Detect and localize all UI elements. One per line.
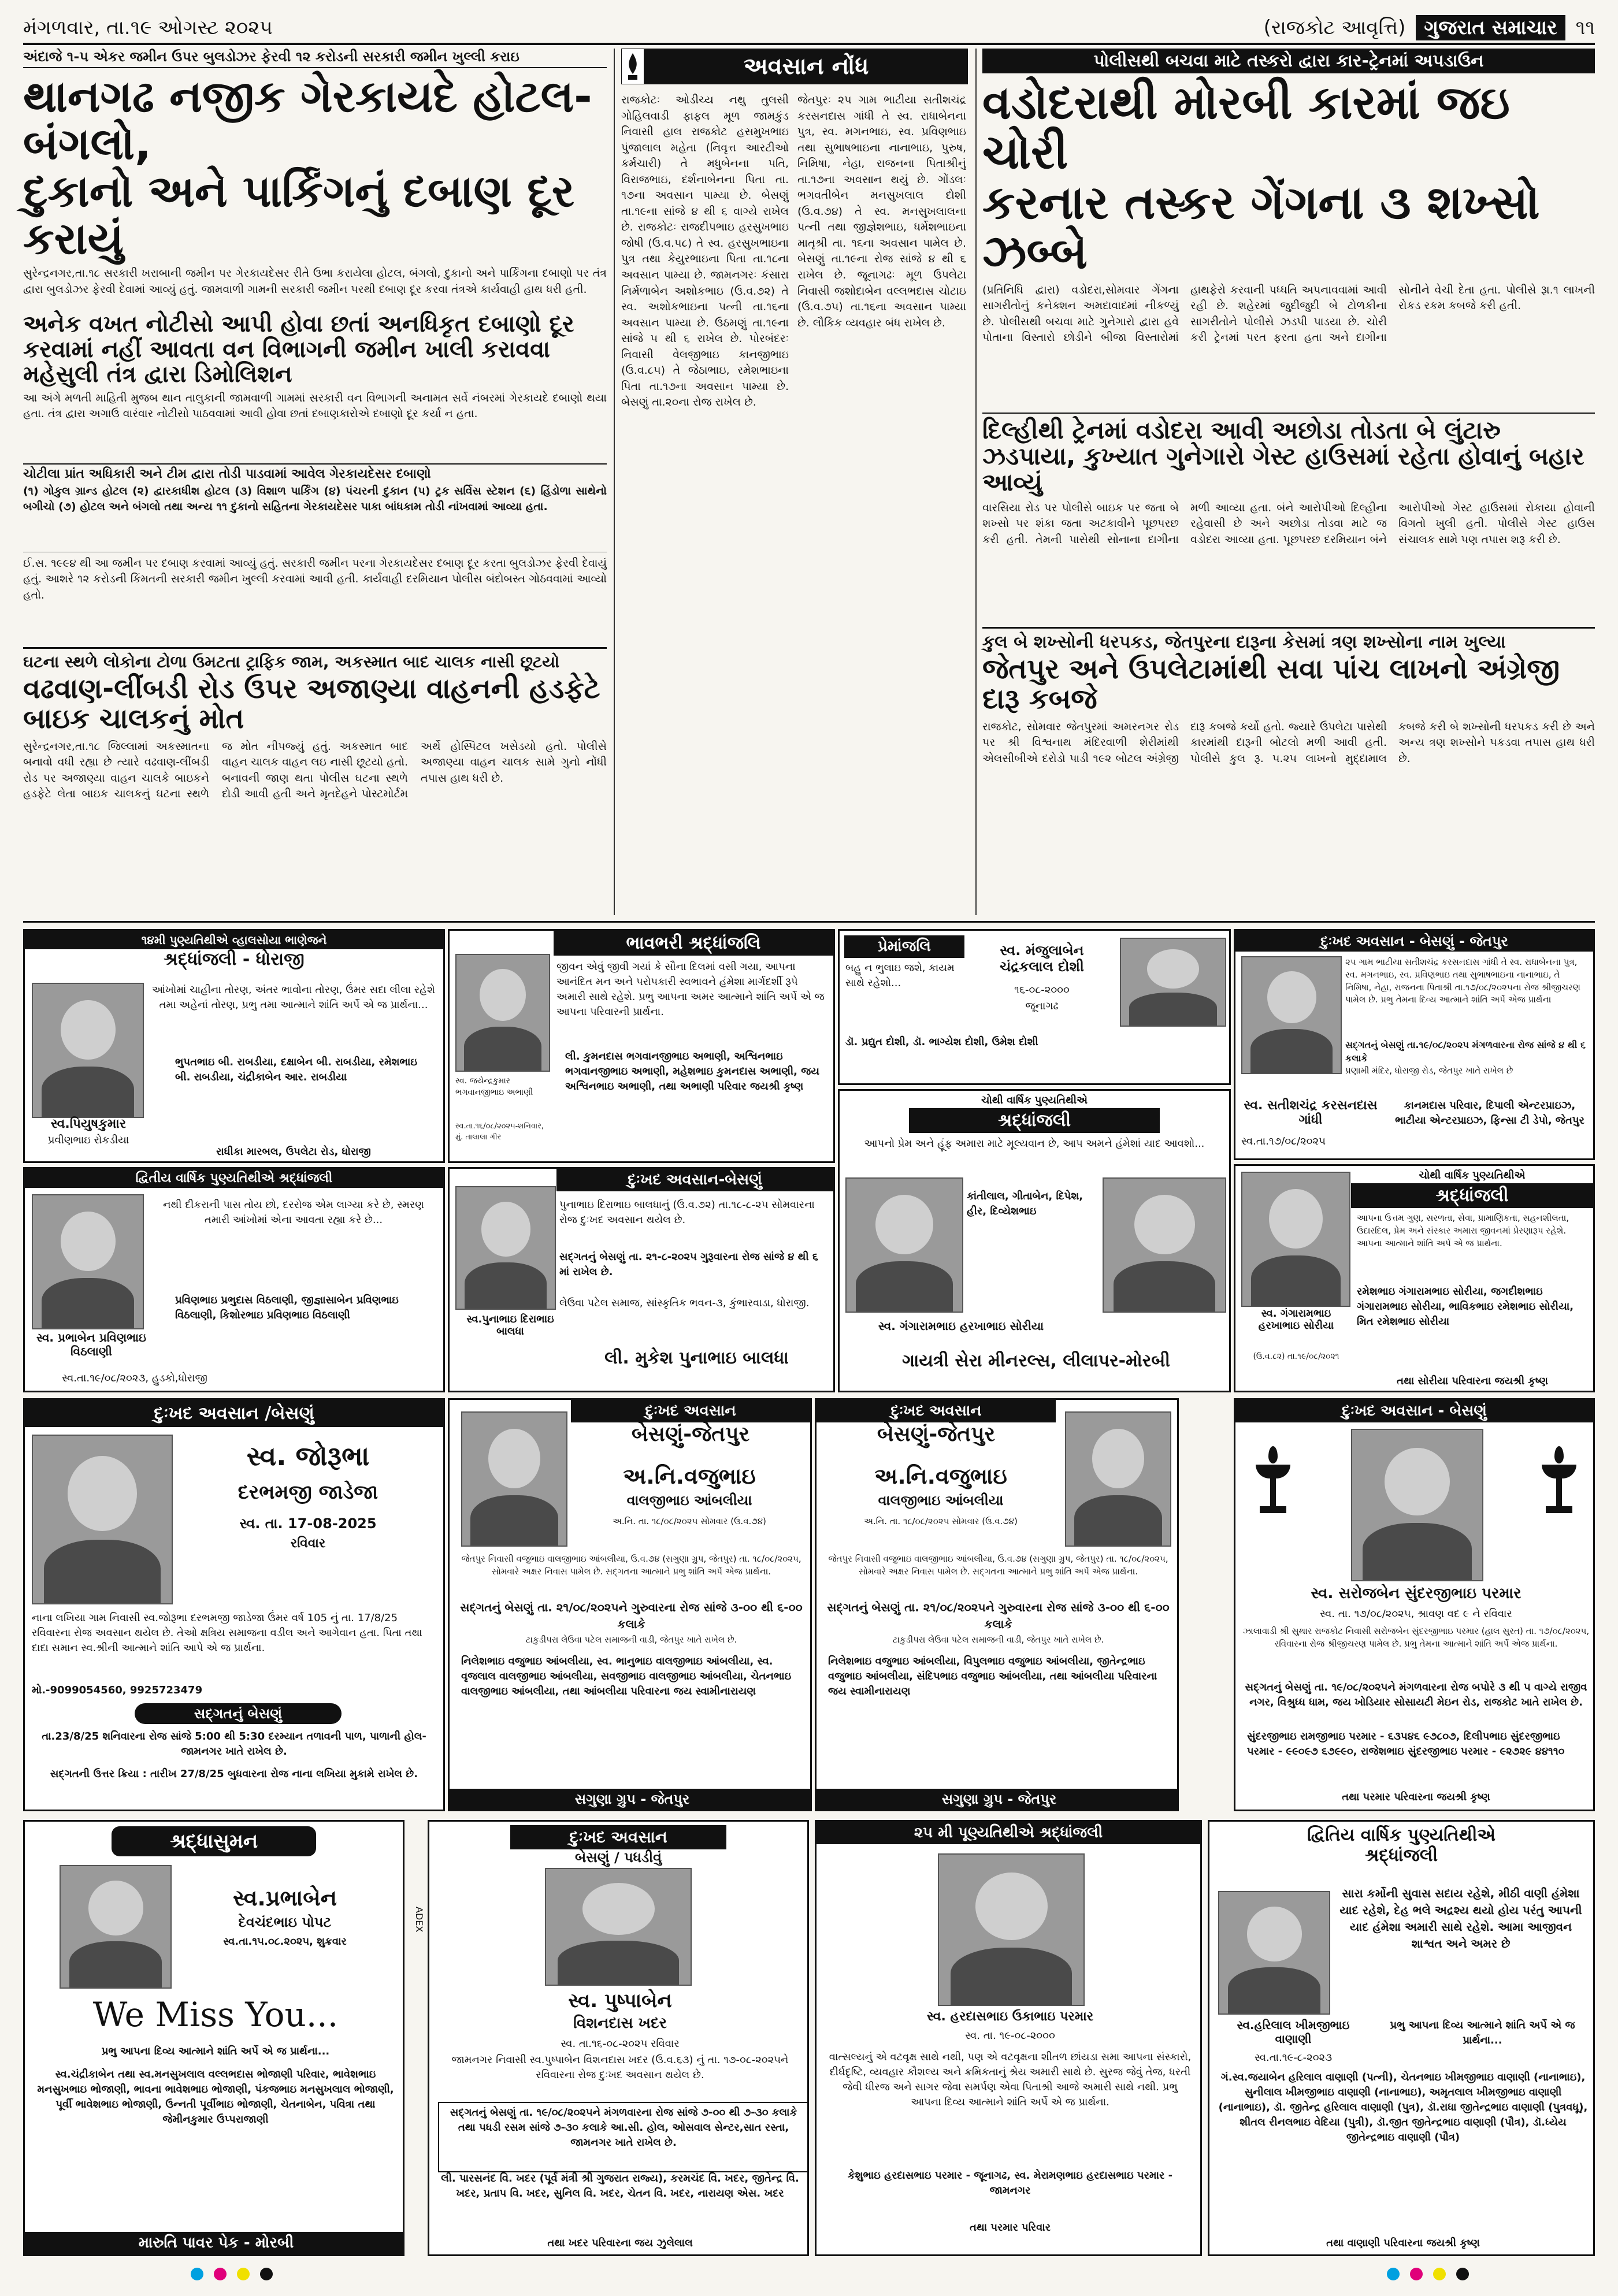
story3-body: (પ્રતિનિધિ દ્વારા) વડોદરા,સોમવાર ગેંગના સાગરીતોનું કનેક્શન અમદાવાદમાં નીકળ્યું છે. પોલીસથી બચવા માટે ગુનેગારો દ્વારા હવે પોતાના વિસ્તારો છોડીને બીજા વિસ્તારોમાં હાથફેરો કરવાની પધ્ધતિ અપનાવવામાં આવી રહી છે. શહેરમાં જુદીજુદી બે ટોળકીના સાગરીતોને પોલીસે ઝડપી પાડયા છે. ચોરી કરી ટ્રેનમાં પરત ફરતા હતા અને દાગીના સોનીને વેચી દેતા હતા. પોલીસે રૂા.૧ લાખની રોકડ રકમ કબજે કરી હતી. — [982, 283, 1595, 344]
story-accident — [23, 647, 607, 919]
portrait-photo — [455, 1186, 556, 1310]
a4-name: સ્વ. સતીશચંદ્ર કરસનદાસ ગાંધી — [1244, 1098, 1378, 1127]
a14-besnu: સદ્ગતનું બેસણું તા. ૧૯/૦૮/૨૦૨૫ને મંગળવારના રોજ સાંજે ૭-૦૦ થી ૭-૩૦ કલાકે તથા પધડી રસમ સાંજે ૭-૩૦ કલાકે આ.સી. હોલ, ઓસવાલ સેન્ટર,સાત રસ્તા, જામનગર ખાતે રાખેલ છે. — [438, 2102, 809, 2172]
a6-address: લેઉવા પટેલ સમાજ, સાંસ્કૃતિક ભવન-૩, કુંભારવાડા, ધોરાજી. — [559, 1297, 810, 1309]
story-liquor — [982, 627, 1595, 855]
ad-sarojben — [1234, 1398, 1595, 1811]
a4-body: ૨૫ ગામ ભાટીયા સતીશચંદ્ર કરસનદાસ ગાંધી તે સ્વ. રાધાબેનના પુત્ર, સ્વ. મગનભાઇ, સ્વ. પ્રવિણભાઇ તથા સુભાષભાઇના નાનાભાઇ, તે નિમિષા, નેહા, રાજનના પિતાશ્રી તા.૧૭/૦૮/૨૦૨૫ના રોજ શ્રીજીચરણ પામેલ છે. પ્રભુ તેમના દિવ્ય આત્માને શાંતિ અર્પે એજ પ્રાર્થના — [1345, 957, 1580, 1005]
ad-dvitiya-prabhaben — [23, 1167, 445, 1392]
a11-besnu: સદ્ગતનું બેસણું તા. ૨૧/૦૮/૨૦૨૫ને ગુરુવારના રોજ સાંજે ૩-૦૦ થી ૬-૦૦ કલાકે — [827, 1600, 1170, 1631]
a3-name: સ્વ. મંજુલાબેન ચંદ્રકલાલ દોશી — [1000, 942, 1084, 975]
a1-name: સ્વ.પિયુષકુમાર — [50, 1117, 127, 1131]
story1-subhead-2: ચોટીલા પ્રાંત અધિકારી અને ટીમ દ્વારા તોડી પાડવામાં આવેલ ગેરકાયદેસર દબાણો — [23, 463, 607, 481]
a2-title: ભાવભરી શ્રદ્ધાંજલિ — [554, 931, 833, 956]
a16-title: દ્વિતિય વાર્ષિક પુણ્યતિથીએ — [1307, 1825, 1496, 1845]
story3-subhead: દિલ્હીથી ટ્રેનમાં વડોદરા આવી અછોડા તોડતા બે લુંટારુ ઝડપાયા, કુખ્યાત ગુનેગારો ગેસ્ટ હાઉસમાં રહેતા હોવાનું બહાર આવ્યું — [982, 413, 1595, 496]
a4-date: સ્વ.તા.૧૭/૦૮/૨૦૨૫ — [1241, 1135, 1326, 1147]
story-thieves — [982, 49, 1595, 626]
a10-besnu: સદ્ગતનું બેસણું તા. ૨૧/૦૮/૨૦૨૫ને ગુરુવારના રોજ સાંજે ૩-૦૦ થી ૬-૦૦ કલાકે — [460, 1600, 803, 1631]
a13-sub: દેવચંદભાઇ પોપટ — [238, 1914, 332, 1930]
story3-headline-1: વડોદરાથી મોરબી કારમાં જઇ ચોરી — [982, 76, 1510, 180]
a2-family: લી. કુમનદાસ ભગવાનજીભાઇ અભાણી, અશ્વિનભાઇ ભગવાનજીભાઇ અભાણી, મહેશભાઇ કુમનદાસ અભાણી, જય અશ્વિનભાઇ અભાણી, તથા અભાણી પરિવાર જયશ્રી કૃષ્ણ — [565, 1050, 820, 1093]
story1-lead: સુરેન્દ્રનગર,તા.૧૮ સરકારી ખરાબાની જમીન પર ગેરકાયદેસર રીતે ઉભા કરાયેલા હોટલ, બંગલો, દુકાનો અને પાર્કિંગના દબાણો પર તંત્ર દ્વારા બુલડોઝર ફેરવી દેવામાં આવ્યું હતું. જામવાળી ગામની સરકારી જમીન પરથી દબાણ દૂર કરવા તંત્રએ કાર્યવાહી હાથ ધરી હતી. — [23, 267, 607, 296]
a10-footer: સગુણા ગ્રુપ - જેતપુર — [450, 1789, 812, 1810]
a11-date: અ.નિ. તા. ૧૮/૦૮/૨૦૨૫ સોમવાર (ઉ.વ.૭૪) — [864, 1516, 1018, 1526]
a6-family: લી. મુકેશ પુનાભાઇ બાલધા — [604, 1348, 789, 1368]
a10-sub: વાલજીભાઇ આંબલીયા — [626, 1492, 752, 1509]
registration-mark — [237, 2268, 250, 2280]
a13-title: શ્રદ્ધાસુમન — [112, 1826, 316, 1856]
a8-date: (ઉ.વ.૮૨) તા.૧૯/૦૮/૨૦૨૧ — [1253, 1352, 1339, 1361]
a10-body: જેતપુર નિવાસી વજુભાઇ વાલજીભાઇ આંબલીયા, ઉ.વ.૭૪ (સગુણા ગ્રુપ, જેતપુર) તા. ૧૮/૦૮/૨૦૨૫, સોમવારે અક્ષર નિવાસ પામેલ છે. સદ્ગતના આત્માને પ્રભુ શાંતિ અર્પે એજ પ્રાર્થના. — [461, 1554, 801, 1577]
a1-title: શ્રદ્ધાંજલી - ધોરાજી — [164, 949, 305, 969]
a9-sub: દરભમજી જાડેજા — [237, 1481, 378, 1504]
a15-title: ૨૫ મી પૂણ્યતિથીએ શ્રદ્ધાંજલી — [817, 1822, 1200, 1844]
a4-besnu: સદ્ગતનું બેસણું તા.૧૯/૦૮/૨૦૨૫ મંગળવારના રોજ સાંજે ૪ થી ૬ કલાકે — [1345, 1039, 1586, 1064]
a2-name: સ્વ. જયેન્દ્રકુમાર ભગવાનજીભાઇ અભાણી — [455, 1076, 533, 1098]
ad-harilal — [1208, 1820, 1595, 2256]
a3-title: પ્રેમાંજલિ — [844, 935, 964, 958]
a3-family: ડૉ. પ્રદ્યુત દોશી, ડૉ. ભાગ્યેશ દોશી, ઉમેશ દોશી — [845, 1036, 1038, 1048]
a10-name: અ.નિ.વજુભાઇ — [623, 1463, 756, 1489]
a4-address: પ્રણામી મંદિર, ધોરાજી રોડ, જેતપુર ખાતે રાખેલ છે — [1345, 1065, 1513, 1076]
portrait-photo — [1241, 1172, 1350, 1307]
a16-verse: સારા કર્મોની સુવાસ સદાય રહેશે, મીઠી વાણી હંમેશા યાદ રહેશે, દેહ ભલે અદ્રશ્ય થયો હોય પરંતુ આપની યાદ હંમેશા અમારી સાથે રહેશે. આમા આજીવન શાશ્વત અને અમર છે — [1339, 1886, 1582, 1951]
story2-body: સુરેન્દ્રનગર,તા.૧૮ જિલ્લામાં અકસ્માતના બનાવો વધી રહ્યા છે ત્યારે વઢવાણ-લીંબડી રોડ પર અજાણ્યા વાહન ચાલકે બાઇકને હડફેટે લેતા બાઇક ચાલકનું ઘટના સ્થળે જ મોત નીપજ્યું હતું. અકસ્માત બાદ વાહન ચાલક વાહન લઇ નાસી છૂટયો હતો. બનાવની જાણ થતા પોલીસ ઘટના સ્થળે દોડી આવી હતી અને મૃતદેહને પોસ્ટમોર્ટમ અર્થે હોસ્પિટલ ખસેડયો હતો. પોલીસે અજાણ્યા વાહન ચાલક સામે ગુનો નોંધી તપાસ હાથ ધરી છે. — [23, 740, 607, 801]
masthead-brand: ગુજરાત સમાચાર — [1416, 15, 1565, 40]
registration-mark — [214, 2268, 227, 2280]
avsan-col-1: રાજકોટઃ ઓડીચ્ય નથુ તુલસી ગોહિલવાડી ફાફલ મૂળ જામકુંડ નિવાસી હાલ રાજકોટ હસમુખભાઇ પુંજાલાલ મહેતા (નિવૃત્ત આરટીઓ કર્મચારી) તે મધુબેનના પતિ, વિરાજભાઇ, દર્શનાબેનના પિતા તા. ૧૭ના અવસાન પામ્યા છે. બેસણું તા.૧૯ના સાંજે ૪ થી ૬ વાગ્યે રાખેલ છે. રાજકોટઃ રાજદીપભાઇ હરસુખભાઇ જોષી (ઉ.વ.૫૮) તે સ્વ. હરસુખભાઇના પુત્ર તથા કેયુરભાઇના પિતા તા.૧૮ના અવસાન પામ્યા છે. જામનગરઃ કંસારા નિર્મળાબેન અશોકભાઇ (ઉ.વ.૭૨) તે સ્વ. અશોકભાઇના પત્ની તા.૧૬ના અવસાન પામ્યા છે. ઉઠમણું તા.૧૯ના સાંજે ૫ થી ૬ રાખેલ છે. પોરબંદરઃ નિવાસી વેલજીભાઇ કાનજીભાઇ (ઉ.વ.૮૫) તે જેઠાભાઇ, રમેશભાઇના પિતા તા.૧૭ના અવસાન પામ્યા છે. બેસણું તા.૨૦ના રોજ રાખેલ છે. — [621, 94, 789, 409]
a13-name: સ્વ.પ્રભાબેન — [232, 1885, 337, 1911]
a12-family: સુંદરજીભાઇ રામજીભાઇ પરમાર - ૬૩૫૪૬ ૯૭૮૦૭, દિલીપભાઇ સુંદરજીભાઇ પરમાર - ૯૯૦૯૭ ૬૭૯૯૦, રાજેશભાઇ સુંદરજીભાઇ પરમાર - ૯૨૭૨૯ ૪૪૧૧૦ — [1247, 1730, 1565, 1758]
a12-name: સ્વ. સરોજબેન સુંદરજીભાઇ પરમાર — [1311, 1585, 1521, 1602]
ad-shraddhanjali-dhoraji — [23, 929, 445, 1163]
a13-date: સ્વ.તા.૧૫.૦૮.૨૦૨૫, શુક્રવાર — [223, 1935, 347, 1948]
a14-sub: વિશનદાસ ખદર — [573, 2015, 667, 2032]
page-number: ૧૧ — [1575, 16, 1595, 39]
portrait-photo — [32, 983, 144, 1118]
a14-sub-title: બેસણું / પધડીવું — [574, 1849, 662, 1866]
story1-body-2: ઈ.સ. ૧૯૯૪ થી આ જમીન પર દબાણ કરવામાં આવ્યું હતું. સરકારી જમીન પરના ગેરકાયદેસર દબાણ દૂર કરતા બુલડોઝર ફેરવી દેવાયું હતું. આશરે ૧૨ કરોડની કિંમતની સરકારી જમીન ખુલ્લી કરવામાં આવી હતી. કાર્યવાહી દરમિયાન પોલીસ બંદોબસ્ત ગોઠવવામાં આવ્યો હતો. — [23, 552, 607, 642]
story3-kicker: પોલીસથી બચવા માટે તસ્કરો દ્વારા કાર-ટ્રેનમાં અપડાઉન — [982, 49, 1595, 73]
a16-family: ગં.સ્વ.જયાબેન હરિલાલ વાણાણી (પત્ની), ચેતનભાઇ ખીમજીભાઇ વાણાણી (નાનાભાઇ), સુનીલાલ ખીમજીભાઇ વાણાણી (નાનાભાઇ), અમૃતલાલ ખીમજીભાઇ વાણાણી (નાનાભાઇ), ડૉ. જીતેન્દ્ર હરિલાલ વાણાણી (પુત્ર), ડૉ.રાધા જીતેન્દ્રભાઇ વાણાણી (પુત્રવધૂ), શીતલ રીનલભાઇ વેદિયા (પુત્રી), ડૉ.જીત જીતેન્દ્રભાઇ વાણાણી (પૌત્ર), ડૉ.ધ્યેય જીતેન્દ્રભાઇ વાણાણી (પૌત્ર) — [1218, 2071, 1588, 2144]
a9-uttar: સદ્ગતની ઉત્તર ક્રિયા : તારીખ 27/8/25 બુધવારના રોજ નાના લખિયા મુકામે રાખેલ છે. — [50, 1768, 418, 1780]
a15-footer: તથા પરમાર પરિવાર — [969, 2221, 1051, 2234]
a14-date: સ્વ. તા.૧૬-૦૮-૨૦૨૫ રવિવાર — [561, 2038, 680, 2050]
a12-body: ઝાલાવાડી શ્રી સુથાર રાજકોટ નિવાસી સરોજબેન સુંદરજીભાઇ પરમાર (હાલ સુરત) તા. ૧૭/૦૮/૨૦૨૫, રવિવારના રોજ શ્રીજીચરણ પામેલ છે. પ્રભુ તેમના આત્માને શાંતિ અર્પે એજ પ્રાર્થના. — [1242, 1626, 1590, 1649]
a7-footer: ગાયત્રી સેરા મીનરલ્સ, લીલાપર-મોરબી — [902, 1351, 1170, 1371]
a8-header: ચોથી વાર્ષિક પુણ્યતિથીએ — [1419, 1169, 1526, 1182]
portrait-photo — [1065, 1411, 1171, 1547]
a5-name: સ્વ. પ્રભાબેન પ્રવિણભાઇ વિઠલાણી — [36, 1331, 146, 1358]
a12-date: સ્વ. તા. ૧૭/૦૮/૨૦૨૫, શ્રાવણ વદ ૯ ને રવિવાર — [1320, 1608, 1512, 1620]
a3-verse: બહુ ન ભુલાઇ જશે, કાયમ સાથે રહેશો... — [845, 962, 955, 990]
registration-mark — [1456, 2268, 1469, 2280]
avsan-column — [621, 49, 968, 915]
a9-contact: મો.-9099054560, 9925723479 — [32, 1684, 203, 1696]
a4-family: કાનમદાસ પરિવાર, દિપાલી એન્ટરપ્રાઇઝ, ભાટીયા એન્ટરપ્રાઇઝ, ફિન્સા ટી ડેપો, જેતપુર — [1395, 1099, 1584, 1127]
story3-headline-2: કરનાર તસ્કર ગેંગના ૩ શખ્સો ઝબ્બે — [982, 175, 1540, 280]
avsan-col-2: જેતપુરઃ ૨૫ ગામ ભાટીયા સતીશચંદ્ર કરસનદાસ ગાંધી તે સ્વ. રાધાબેનના પુત્ર, સ્વ. મગનભાઇ, સ્વ. પ્રવિણભાઇ તથા સુભાષભાઇના નાનાભાઇ, પુરુષ, નિમિષા, નેહા, રાજનના પિતાશ્રીનું તા.૧૭ના અવસાન થયું છે. ગોંડલઃ ભગવતીબેન મનસુખલાલ દોશી (ઉ.વ.૭૪) તે સ્વ. મનસુખલાલના પત્ની તથા જીજ્ઞેશભાઇ, ધર્મેશભાઇના માતૃશ્રી તા. ૧૬ના અવસાન પામેલ છે. બેસણું તા.૧૯ના રોજ સાંજે ૪ થી ૬ રાખેલ છે. જૂનાગઢઃ મૂળ ઉપલેટા નિવાસી જશોદાબેન વલ્લભદાસ ચોટાઇ (ઉ.વ.૭૫) તા.૧૬ના અવસાન પામ્યા છે. લૌકિક વ્યવહાર બંધ રાખેલ છે. — [797, 94, 966, 329]
a15-body: વાત્સલ્યનું એ વટવૃક્ષ સાથે નથી, પણ એ વટવૃક્ષના શીતળ છાંયડા સમા આપના સંસ્કારો, દીર્ઘદૃષ્ટિ, વ્યવહાર કૌશલ્ય અને ક્રમિકતાનું શ્રેય અમારી સાથે છે. સુરજ જેવું તેજ, ધરતી જેવી ધીરજ અને સાગર જેવા સમર્પણ એવા પિતાશ્રી આજે અમારી સાથે નથી. પ્રભુ આપના દિવ્ય આત્માને શાંતિ અર્પે એ જ પ્રાર્થના. — [829, 2051, 1192, 2109]
story2-headline: વઢવાણ-લીંબડી રોડ ઉપર અજાણ્યા વાહનની હડફેટે બાઇક ચાલકનું મોત — [23, 673, 600, 735]
ad-hardasbhai — [815, 1820, 1202, 2256]
a5-title: દ્વિતીય વાર્ષિક પુણ્યતિથીએ શ્રદ્ધાંજલી — [25, 1169, 443, 1188]
a15-family: કેશુભાઇ હરદાસભાઇ પરમાર - જૂનાગઢ, સ્વ. મેરામણભાઇ હરદાસભાઇ પરમાર - જામનગર — [847, 2169, 1173, 2197]
ad-vajubhai-1 — [448, 1398, 812, 1811]
a6-besnu: સદ્ગતનું બેસણું તા. ૨૧-૮-૨૦૨૫ ગુરૂવારના રોજ સાંજે ૪ થી ૬ માં રાખેલ છે. — [559, 1251, 818, 1279]
portrait-photo — [545, 1868, 692, 1986]
avsan-title: અવસાન નોંધ — [644, 49, 968, 84]
ad-chothi-gangarambhai — [838, 1089, 1231, 1392]
ad-vajubhai-2 — [815, 1398, 1179, 1811]
issue-date: મંગળવાર, તા.૧૯ ઓગસ્ટ ૨૦૨૫ — [23, 16, 273, 39]
a10-address: ટાકુડીપરા લેઉવા પટેલ સમાજની વાડી, જેતપુર ખાતે રાખેલ છે. — [525, 1634, 737, 1645]
registration-mark — [1433, 2268, 1446, 2280]
ad-bhavbhari — [448, 929, 835, 1163]
a12-footer: તથા પરમાર પરિવારના જયશ્રી કૃષ્ણ — [1342, 1791, 1490, 1803]
story4-headline: જેતપુર અને ઉપલેટામાંથી સવા પાંચ લાખનો અંગ્રેજી દારૂ કબજે — [982, 653, 1560, 715]
a10-title: દુઃખદ અવસાન — [571, 1400, 810, 1422]
edition-label: (રાજકોટ આવૃત્તિ) — [1263, 16, 1406, 39]
a3-place: જૂનાગઢ — [1025, 1000, 1059, 1012]
ad-dukhad-punabhai — [448, 1167, 835, 1392]
a14-footer: તથા ખદર પરિવારના જય ઝુલેલાલ — [547, 2236, 693, 2249]
a8-verse: આપના ઉત્તમ ગુણ, સરળતા, સેવા, પ્રામાણિકતા, સહનશીલતા, ઉદારદિલ, પ્રેમ અને સંસ્કાર અમારા જીવનમાં પ્રેરણારૂપ રહેશે. આપના આત્માને શાંતિ અર્પે એ જ પ્રાર્થના. — [1357, 1213, 1569, 1249]
a16-name: સ્વ.હરિલાલ ખીમજીભાઇ વાણાણી — [1237, 2018, 1350, 2046]
a9-name: સ્વ. જોરૂભા — [246, 1440, 370, 1472]
portrait-photo — [1120, 938, 1226, 1027]
a8-family: રમેશભાઇ ગંગારામભાઇ સોરીયા, જગદીશભાઇ ગંગારામભાઇ સોરીયા, ભાવિકભાઇ રમેશભાઇ સોરીયા, મિત રમેશભાઇ સોરીયા — [1357, 1286, 1574, 1328]
story1-subhead: અનેક વખત નોટીસો આપી હોવા છતાં અનધિકૃત દબાણો દૂર કરવામાં નહીં આવતા વન વિભાગની જમીન ખાલી કરાવવા મહેસુલી તંત્ર દ્વારા ડિમોલિશન — [23, 311, 574, 388]
portrait-photo — [938, 1853, 1085, 2006]
a9-body: નાના લખિયા ગામ નિવાસી સ્વ.જોરૂભા દરભમજી જાડેજા ઉંમર વર્ષ 105 નું તા. 17/8/25 રવિવારના રોજ અવસાન થયેલ છે. તેઓ ક્ષત્રિય સમાજના વડીલ અને આગેવાન હતા. પિતા તથા દાદા સમાન સ્વ.શ્રીની આત્માને શાંતિ આપે એ જ પ્રાર્થના. — [32, 1612, 422, 1655]
a6-name: સ્વ.પુનાભાઇ દિરાભાઇ બાલધા — [466, 1313, 554, 1338]
ad-dukhad-jetpur — [1234, 929, 1595, 1160]
a16-sub-title: શ્રદ્ધાંજલી — [1364, 1845, 1438, 1866]
story-demolition — [23, 49, 607, 647]
portrait-photo — [60, 1865, 172, 1989]
a7-title: શ્રદ્ધાંજલી — [909, 1108, 1160, 1133]
a9-day: રવિવાર — [290, 1536, 326, 1551]
a8-title: શ્રદ્ધાંજલી — [1351, 1183, 1593, 1208]
story4-kicker: કુલ બે શખ્સોની ધરપકડ, જેતપુરના દારૂના કેસમાં ત્રણ શખ્સોના નામ ખુલ્યા — [982, 632, 1506, 652]
ad-premanjali — [838, 929, 1231, 1085]
a7-family: કાંતીલાલ, ગીતાબેન, દિપેશ, હીર, દિવ્યેશભાઇ — [967, 1190, 1083, 1218]
a7-name: સ્વ. ગંગારામભાઇ હરખાભાઇ સોરીયા — [878, 1319, 1044, 1333]
a11-sub: વાલજીભાઇ આંબલીયા — [878, 1492, 1004, 1509]
a10-date: અ.નિ. તા. ૧૮/૦૮/૨૦૨૫ સોમવાર (ઉ.વ.૭૪) — [613, 1516, 766, 1526]
portrait-photo — [845, 1177, 963, 1313]
a16-footer: તથા વાણાણી પરિવારના જયશ્રી કૃષ્ણ — [1326, 2236, 1480, 2249]
portrait-photo — [32, 1194, 144, 1329]
a1-family: ભુપતભાઇ બી. રાબડીયા, દક્ષાબેન બી. રાબડીયા, રમેશભાઇ બી. રાબડીયા, ચંદ્રીકાબેન આર. રાબડીયા — [175, 1056, 417, 1084]
story2-kicker: ઘટના સ્થળે લોકોના ટોળા ઉમટતા ટ્રાફિક જામ, અકસ્માત બાદ ચાલક નાસી છૂટયો — [23, 652, 560, 671]
a11-address: ટાકુડીપરા લેઉવા પટેલ સમાજની વાડી, જેતપુર ખાતે રાખેલ છે. — [892, 1634, 1104, 1645]
story1-headline-2: દુકાનો અને પાર્કિંગનું દબાણ દૂર કરાયું — [23, 165, 575, 265]
a6-body: પુનાભાઇ દિરાભાઇ બાલધાનું (ઉ.વ.૭૨) તા.૧૮-૮-૨૫ સોમવારના રોજ દુઃખદ અવસાન થયેલ છે. — [559, 1199, 815, 1227]
a8-footer: તથા સોરીયા પરિવારના જયશ્રી કૃષ્ણ — [1397, 1375, 1548, 1387]
ad-pushpaben — [428, 1820, 809, 2256]
ad-shraddhanjali-soriya — [1234, 1164, 1595, 1392]
portrait-photo — [1241, 956, 1342, 1074]
a8-name: સ્વ. ગંગારામભાઇ હરખાભાઇ સોરીયા — [1258, 1307, 1334, 1332]
a4-title: દુઃખદ અવસાન - બેસણું - જેતપુર — [1235, 931, 1593, 952]
a11-footer: સગુણા ગ્રુપ - જેતપુર — [817, 1789, 1179, 1810]
a9-besnu-title: સદ્ગતનું બેસણું — [135, 1703, 342, 1724]
a11-body: જેતપુર નિવાસી વજુભાઇ વાલજીભાઇ આંબલીયા, ઉ.વ.૭૪ (સગુણા ગ્રુપ, જેતપુર) તા. ૧૮/૦૮/૨૦૨૫, સોમવારે અક્ષર નિવાસ પામેલ છે. સદ્ગતના આત્માને પ્રભુ શાંતિ અર્પે એજ પ્રાર્થના. — [828, 1554, 1168, 1577]
a1-header: ૧૪મી પુણ્યતિથીએ વ્હાલસોયા ભાણેજને — [25, 931, 443, 949]
diya-icon — [1539, 1446, 1579, 1515]
ad-shraddhasuman — [23, 1820, 404, 2256]
a13-miss: We Miss You... — [92, 1995, 339, 2034]
diya-icon — [1253, 1446, 1293, 1515]
a15-name: સ્વ. હરદાસભાઇ ઉકાભાઇ પરમાર — [926, 2009, 1094, 2024]
portrait-photo — [32, 1435, 173, 1604]
portrait-photo — [1218, 1891, 1330, 2015]
a7-header: ચોથી વાર્ષિક પુણ્યતિથીએ — [981, 1094, 1088, 1106]
story4-body: રાજકોટ, સોમવાર જેતપુરમાં અમરનગર રોડ પર શ્રી વિશ્વનાથ મંદિરવાળી શેરીમાંથી એલસીબીએ દરોડો પાડી ૧૯૨ બોટલ અંગ્રેજી દારૂ કબજે કર્યો હતો. જ્યારે ઉપલેટા પાસેથી કારમાંથી દારૂની બોટલો મળી આવી હતી. પોલીસે કુલ રૂ. ૫.૨૫ લાખનો મુદ્દામાલ કબજે કરી બે શખ્સોની ધરપકડ કરી છે અને અન્ય ત્રણ શખ્સોને પકડવા તપાસ હાથ ધરી છે. — [982, 720, 1595, 765]
portrait-photo — [455, 954, 550, 1072]
a16-date: સ્વ.તા.૧૯-૮-૨૦૨૩ — [1254, 2052, 1333, 2064]
a9-title: દુઃખદ અવસાન /બેસણું — [25, 1400, 443, 1427]
a10-family: નિલેશભાઇ વજુભાઇ આંબલીયા, સ્વ. ભાનુભાઇ વાલજીભાઇ આંબલીયા, સ્વ. વૃજલાલ વાલજીભાઇ આંબલીયા, સવજીભાઇ વાલજીભાઇ આંબલીયા, ચેતનભાઇ વાલજીભાઇ આંબલીયા, તથા આંબલીયા પરિવારના જય સ્વામીનારાયણ — [461, 1655, 792, 1698]
portrait-photo — [1351, 1429, 1483, 1581]
page-header — [23, 13, 1595, 45]
a5-family: પ્રવિણભાઇ પ્રભુદાસ વિઠલાણી, જીજ્ઞાસાબેન પ્રવિણભાઇ વિઠલાણી, કિશોરભાઇ પ્રવિણભાઇ વિઠલાણી — [175, 1294, 399, 1322]
a14-name: સ્વ. પુષ્પાબેન — [568, 1989, 672, 2012]
a13-prayer: પ્રભુ આપના દિવ્ય આત્માને શાંતિ અર્પે એ જ પ્રાર્થના... — [101, 2045, 330, 2057]
a9-date: સ્વ. તા. 17-08-2025 — [239, 1515, 377, 1532]
registration-mark — [191, 2268, 203, 2280]
a1-sub: પ્રવીણભાઇ રોકડીયા — [47, 1134, 129, 1146]
ad-jorubha-jadeja — [23, 1398, 445, 1811]
a12-title: દુઃખદ અવસાન - બેસણું — [1235, 1400, 1593, 1422]
a14-body: જામનગર નિવાસી સ્વ.પુષ્પાબેન વિશનદાસ ખદર (ઉ.વ.૬૩) નું તા. ૧૭-૦૮-૨૦૨૫ને રવિવારના રોજ દુઃખદ અવસાન થયેલ છે. — [451, 2054, 789, 2082]
a14-title: દુઃખદ અવસાન — [510, 1825, 726, 1849]
a3-date: ૧૬-૦૮-૨૦૦૦ — [1014, 984, 1070, 996]
a12-besnu: સદ્ગતનું બેસણું તા. ૧૯/૦૮/૨૦૨૫ને મંગળવારના રોજ બપોરે ૩ થી ૫ વાગ્યે રાજીવ નગર, વિશ્રુધ્ધ ધામ, જય ખોડિયાર સોસાયટી મેઇન રોડ, રાજકોટ ખાતે રાખેલ છે. — [1245, 1681, 1587, 1709]
a5-date: સ્વ.તા.૧૯/૦૮/૨૦૨૩, હુડકો,ધોરાજી — [62, 1372, 207, 1384]
adex-label: ADEX — [414, 1907, 425, 1933]
a11-name: અ.નિ.વજુભાઇ — [874, 1463, 1007, 1489]
a16-prayer: પ્રભુ આપના દિવ્ય આત્માને શાંતિ અર્પે એ જ પ્રાર્થના... — [1390, 2019, 1575, 2047]
registration-mark — [260, 2268, 273, 2280]
story3-body-2: વારસિયા રોડ પર પોલીસે બાઇક પર જતા બે શખ્સો પર શંકા જતા અટકાવીને પૂછપરછ કરી હતી. તેમની પાસેથી સોનાના દાગીના મળી આવ્યા હતા. બંને આરોપીઓ દિલ્હીના રહેવાસી છે અને અછોડા તોડવા માટે જ વડોદરા આવ્યા હતા. પૂછપરછ દરમિયાન બંને આરોપીઓ ગેસ્ટ હાઉસમાં રોકાયા હોવાની વિગતો ખુલી હતી. પોલીસે ગેસ્ટ હાઉસ સંચાલક સામે પણ તપાસ શરૂ કરી છે. — [982, 501, 1595, 546]
a2-verse: જીવન એવું જીવી ગયાં કે સૌના દિલમાં વસી ગયા, આપના આનંદિત મન અને પરોપકારી સ્વભાવને હંમેશા માર્ગદર્શી રૂપે અમારી સાથે રહેશે. પ્રભુ આપના અમર આત્માને શાંતિ અર્પે એ જ આપના પરિવારની પ્રાર્થના. — [556, 961, 825, 1019]
a1-footer: રાધીકા મારબલ, ઉપલેટા રોડ, ધોરાજી — [216, 1146, 371, 1158]
a9-besnu: તા.23/8/25 શનિવારના રોજ સાંજે 5:00 થી 5:30 દરમ્યાન તળાવની પાળ, પાળાની હોલ-જામનગર ખાતે રાખેલ છે. — [42, 1730, 426, 1758]
portrait-photo — [461, 1411, 567, 1547]
a13-family: સ્વ.ચંદ્રીકાબેન તથા સ્વ.મનસુખલાલ વલ્લભદાસ ભોજાણી પરિવાર, ભાવેશભાઇ મનસુખભાઇ ભોજાણી, ભાવના ભાવેશભાઇ ભોજાણી, પંકજભાઇ મનસુખલાલ ભોજાણી, પૂર્વી ભાવેશભાઇ ભોજાણી, ઉન્નતી પૂર્વીભાઇ ભોજાણી, ચેતનાબેન, પવિત્રા તથા જેમીનકુમાર ઉપ્પરાજાણી — [37, 2068, 394, 2126]
a6-title: દુઃખદ અવસાન-બેસણું — [556, 1169, 833, 1191]
a5-verse: નથી દીકરાની પાસ તોય છો, દરરોજ એમ લાગ્યા કરે છે, સ્મરણ તમારી આંખોમાં એના આવતા રહ્યા કરે છે... — [163, 1199, 424, 1227]
a2-date: સ્વ.તા.૧૬/૦૮/૨૦૨૫-શનિવાર, મું. તાલાલા ગીર — [455, 1122, 544, 1142]
story1-list: (૧) ગોકુલ ગ્રાન્ડ હોટલ (૨) દ્વારકાધીશ હોટલ (૩) વિશાળ પાર્કિંગ (૪) પંચરની દુકાન (૫) ટ્રક સર્વિસ સ્ટેશન (૬) હિંડોળા સાથેનો બગીચો (૭) હોટલ અને બંગલો તથા અન્ય ૧૧ દુકાનો સહિતના ગેરકાયદેસર પાકા બાંધકામ તોડી નાંખવામાં આવ્યા હતા. — [23, 484, 607, 514]
a15-date: સ્વ. તા. ૧૯-૦૮-૨૦૦૦ — [965, 2030, 1055, 2042]
a11-title: દુઃખદ અવસાન — [817, 1400, 1056, 1422]
registration-mark — [1410, 2268, 1423, 2280]
a1-verse: આંખોમાં ચાહીના તોરણ, અંતર ભાવોના તોરણ, ઉંમર સદા લીલા રહેશે તમા અહેનાં તોરણ, પ્રભુ તમા આત્માને શાંતિ અર્પે એ જ પ્રાર્થના... — [152, 984, 435, 1012]
a11-family: નિલેશભાઇ વજુભાઇ આંબલીયા, વિપુલભાઇ વજુભાઇ આંબલીયા, જીતેન્દ્રભાઇ વજુભાઇ આંબલીયા, સંદિપભાઇ વજુભાઇ આંબલીયા, તથા આંબલીયા પરિવારના જય સ્વામીનારાયણ — [828, 1655, 1157, 1698]
a11-sub-title: બેસણું-જેતપુર — [877, 1422, 996, 1446]
a13-footer: મારુતિ પાવર પેક - મોરબી — [25, 2232, 404, 2254]
a10-sub-title: બેસણું-જેતપુર — [631, 1422, 750, 1446]
a14-family: લી. પારસનંદ વિ. ખદર (પૂર્વ મંત્રી શ્રી ગુજરાત રાજ્ય), કરમચંદ વિ. ખદર, જીતેન્દ્ર વિ. ખદર, પ્રતાપ વિ. ખદર, સુનિલ વિ. ખદર, ચેતન વિ. ખદર, નારાયણ એસ. ખદર — [441, 2172, 799, 2200]
story1-headline-1: થાનગઢ નજીક ગેરકાયદે હોટલ-બંગલો, — [23, 70, 592, 170]
story1-body-1: આ અંગે મળતી માહિતી મુજબ થાન તાલુકાની જામવાળી ગામમાં સરકારી વન વિભાગની અનામત સર્વે નંબરમાં ગેરકાયદે દબાણો થયા હતા. તંત્ર દ્વારા અગાઉ વારંવાર નોટીસો પાઠવવામાં આવી હોવા છતાં દબાણકારોએ દબાણો દૂર કર્યા ન હતા. — [23, 391, 607, 421]
portrait-photo — [1103, 1177, 1226, 1313]
registration-mark — [1387, 2268, 1400, 2280]
a7-verse: આપનો પ્રેમ અને હૂંફ અમારા માટે મૂલ્યવાન છે, આપ અમને હંમેશાં યાદ આવશો... — [864, 1138, 1205, 1150]
story1-kicker: અંદાજે ૧-૫ એકર જમીન ઉપર બુલડોઝર ફેરવી ૧૨ કરોડની સરકારી જમીન ખુલ્લી કરાઇ — [23, 49, 607, 68]
flame-icon — [621, 49, 644, 84]
